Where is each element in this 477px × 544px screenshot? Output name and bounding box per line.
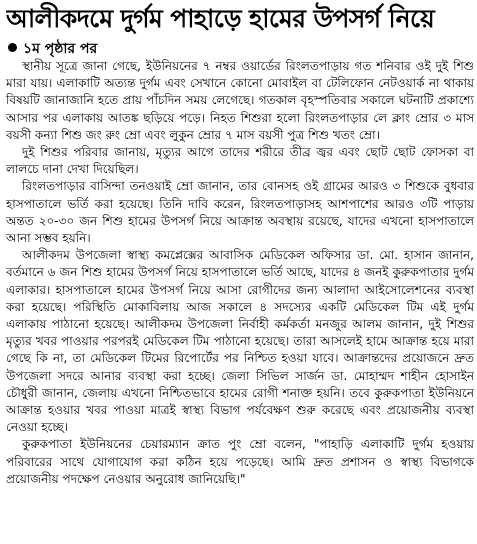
article-body	[6, 58, 474, 488]
article-paragraph: দুই শিশুর পরিবার জানায়, মৃত্যুর আগে তাদের শরীরে তীব্র জ্বর এবং ছোট ছোট ফোসকা বা লালচে দানা দেখা দিয়েছিল।	[6, 145, 474, 177]
article-paragraph: কুরুকপাতা ইউনিয়নের চেয়ারম্যান ক্রাত পুং ম্রো বলেন, "পাহাড়ি এলাকাটি দুর্গম হওয়ায় পরিবারের সাথে যোগাযোগ করা কঠিন হয়ে পড়েছে। আমি দ্রুত প্রশাসন ও স্বাস্থ্য বিভাগকে প্রয়োজনীয় পদক্ষেপ নেওয়ার অনুরোধ জানিয়েছি।"	[6, 437, 474, 486]
article-paragraph: আলীকদম উপজেলা স্বাস্থ্য কমপ্লেক্সের আবাসিক মেডিকেল অফিসার ডা. মো. হাসান জানান, বর্তমানে ৬ জন শিশু হামের উপসর্গ নিয়ে হাসপাতালে ভর্তি আছে, যাদের ৪ জনই কুরুকপাতার দুর্গম এলাকার। হাসপাতালে হামের উপসর্গ নিয়ে আসা রোগীদের জন্য আলাদা আইসোলেশনের ব্যবস্থা করা হয়েছে। পরিস্থিতি মোকাবিলায় আজ সকালে ৪ সদস্যের একটি মেডিকেল টিম এই দুর্গম এলাকায় পাঠানো হয়েছে। আলীকদম উপজেলা নির্বাহী কর্মকর্তা মনজুর আলম জানান, দুই শিশুর মৃত্যুর খবর পাওয়ার পরপরই মেডিকেল টিম পাঠানো হয়েছে। তারা আসলেই হামে আক্রান্ত হয়ে মারা গেছে কি না, তা মেডিকেল টিমের রিপোর্টের পর নিশ্চিত হওয়া যাবে। আক্রান্তদের প্রয়োজনে দ্রুত উপজেলা সদরে আনার ব্যবস্থা করা হচ্ছে। জেলা সিভিল সার্জন ডা. মোহাম্মদ শাহীন হোসাইন চৌধুরী জানান, জেলায় এখনো নিশ্চিতভাবে হামের রোগী শনাক্ত হয়নি। তবে কুরুকপাতা ইউনিয়নে আক্রান্ত হওয়ার খবর পাওয়া মাত্রই স্বাস্থ্য বিভাগ পর্যবেক্ষণ শুরু করেছে এবং প্রয়োজনীয় ব্যবস্থা নেওয়া হচ্ছে।	[6, 248, 474, 435]
article-headline: আলীকদমে দুর্গম পাহাড়ে হামের উপসর্গ নিয়ে	[6, 4, 435, 33]
article-paragraph: রিংলতপাড়ার বাসিন্দা তনওয়াই ম্রো জানান, তার বোনসহ ওই গ্রামের আরও ৩ শিশুকে বুধবার হাসপাতালে ভর্তি করা হয়েছে। তিনি দাবি করেন, রিংলতপাড়াসহ আশপাশের আরও ৩টি পাড়ায় অন্তত ২০-৩০ জন শিশু হামের উপসর্গ নিয়ে আক্রান্ত অবস্থায় রয়েছে, যাদের এখনো হাসপাতালে আনা সম্ভব হয়নি।	[6, 179, 474, 246]
article-paragraph: স্থানীয় সূত্রে জানা গেছে, ইউনিয়নের ৭ নম্বর ওয়ার্ডের রিংলতপাড়ায় গত শনিবার ওই দুই শিশু মারা যায়। এলাকাটি অত্যন্ত দুর্গম এবং সেখানে কোনো মোবাইল বা টেলিফোন নেটওয়ার্ক না থাকায় বিষয়টি জানাজানি হতে প্রায় পাঁচদিন সময় লেগেছে। গতকাল বৃহস্পতিবার সকালে ঘটনাটি প্রকাশ্যে আসার পর এলাকায় আতঙ্ক ছড়িয়ে পড়ে। নিহত শিশুরা হলো রিংলতপাড়ার লে ক্লাং ম্রোর ৩ মাস বয়সী কন্যা শিশু জং রুং ম্রো এবং লুকুন ম্রোর ৭ মাস বয়সী পুত্র শিশু খতং ম্রো।	[6, 59, 474, 142]
continued-label: ১ম পৃষ্ঠার পর	[23, 41, 98, 57]
continued-marker	[8, 40, 97, 58]
bullet-icon	[8, 43, 17, 52]
